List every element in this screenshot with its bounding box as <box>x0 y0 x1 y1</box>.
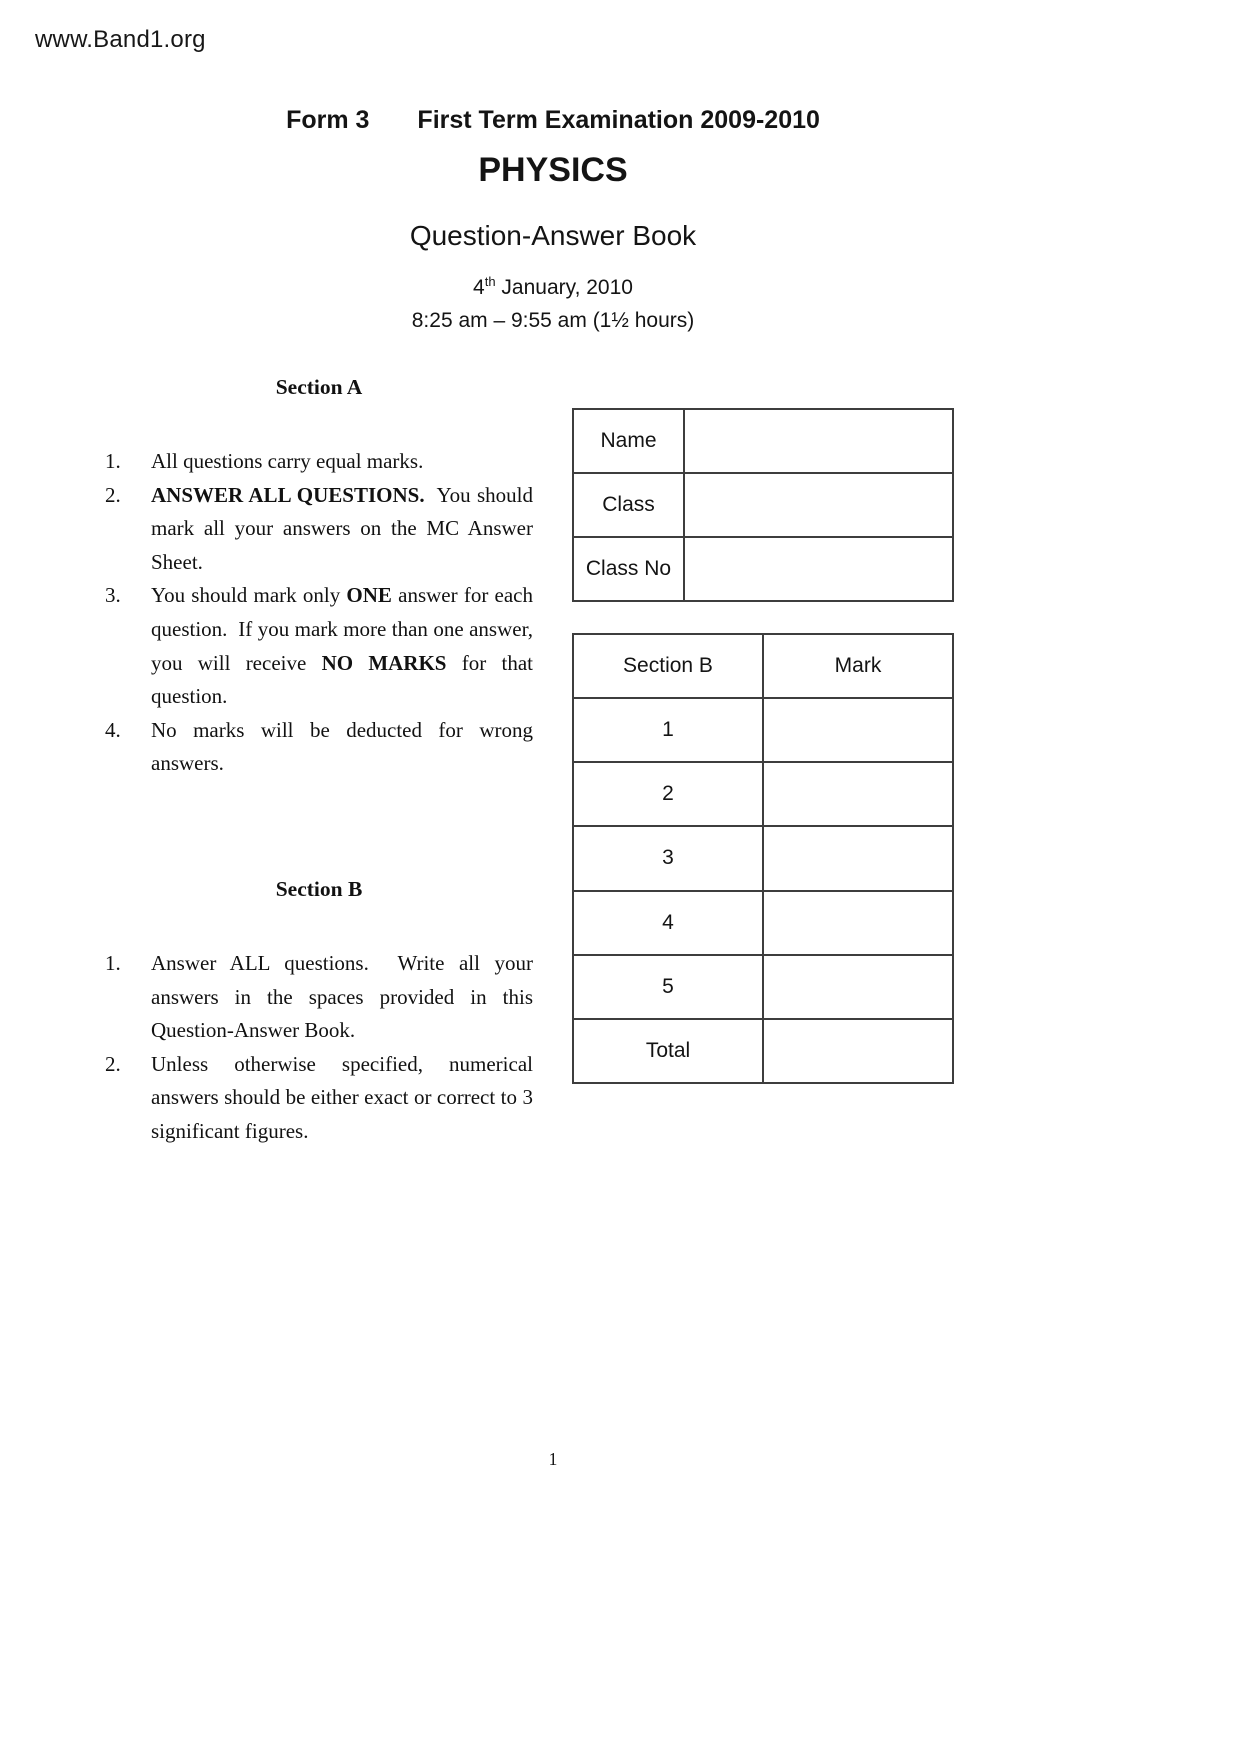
name-label-cell: Name <box>573 409 684 473</box>
question-number-cell: 4 <box>573 891 763 955</box>
section-b-heading: Section B <box>275 876 363 901</box>
total-mark-cell <box>763 1019 953 1083</box>
exam-time: 8:25 am – 9:55 am (1½ hours) <box>411 309 695 332</box>
table-row <box>573 826 953 890</box>
item-text: No marks will be deducted for wrong answers. <box>151 717 533 776</box>
name-value-cell <box>684 409 953 473</box>
section-a-instructions <box>105 445 533 781</box>
item-number: 4. <box>105 717 121 742</box>
mark-cell <box>763 955 953 1019</box>
item-text: Unless otherwise specified, numerical answers should be either exact or correct to 3 significant figures. <box>151 1051 533 1143</box>
marks-header-left: Section B <box>573 634 763 698</box>
item-text: You should mark only ONE answer for each question. If you mark more than one answer, you will receive NO MARKS for that question. <box>151 583 534 709</box>
question-number-cell: 3 <box>573 826 763 890</box>
date-ordinal: th <box>484 274 496 289</box>
table-row <box>573 409 953 473</box>
date-rest: January, 2010 <box>495 276 633 299</box>
table-row <box>573 698 953 762</box>
subject-title: PHYSICS <box>478 151 628 189</box>
table-row <box>573 473 953 537</box>
section-b-instructions <box>105 947 533 1149</box>
mark-cell <box>763 762 953 826</box>
marks-header-right: Mark <box>763 634 953 698</box>
list-item <box>105 479 533 580</box>
classno-value-cell <box>684 537 953 601</box>
student-info-table <box>572 408 954 602</box>
table-row <box>573 955 953 1019</box>
list-item <box>105 579 533 713</box>
item-text: ANSWER ALL QUESTIONS. You should mark all your answers on the MC Answer Sheet. <box>151 482 534 574</box>
classno-label-cell: Class No <box>573 537 684 601</box>
page-number: 1 <box>548 1449 558 1469</box>
question-number-cell: 5 <box>573 955 763 1019</box>
question-number-cell: 2 <box>573 762 763 826</box>
class-label-cell: Class <box>573 473 684 537</box>
table-row <box>573 1019 953 1083</box>
exam-date <box>0 274 1106 300</box>
class-value-cell <box>684 473 953 537</box>
date-day: 4 <box>473 276 485 299</box>
table-row <box>573 537 953 601</box>
item-number: 2. <box>105 1051 121 1076</box>
instructions-column <box>105 375 533 1149</box>
mark-cell <box>763 891 953 955</box>
table-row <box>573 891 953 955</box>
item-text: Answer ALL questions. Write all your answers in the spaces provided in this Question-Answer Book. <box>151 950 533 1043</box>
list-item <box>105 1048 533 1149</box>
section-a-heading: Section A <box>275 375 363 399</box>
list-item <box>105 445 533 479</box>
watermark-text: www.Band1.org <box>35 26 206 53</box>
table-header-row <box>573 634 953 698</box>
item-text: All questions carry equal marks. <box>151 449 424 473</box>
table-row <box>573 762 953 826</box>
marks-table <box>572 633 954 1084</box>
book-title: Question-Answer Book <box>409 220 697 251</box>
item-number: 1. <box>105 449 121 473</box>
exam-title: First Term Examination 2009-2010 <box>417 106 820 134</box>
question-number-cell: 1 <box>573 698 763 762</box>
item-number: 2. <box>105 482 121 507</box>
mark-cell <box>763 698 953 762</box>
total-label-cell: Total <box>573 1019 763 1083</box>
list-item <box>105 714 533 781</box>
list-item <box>105 947 533 1048</box>
form-level: Form 3 <box>286 106 370 134</box>
mark-cell <box>763 826 953 890</box>
item-number: 3. <box>105 583 121 608</box>
exam-title-line <box>0 106 1106 135</box>
item-number: 1. <box>105 950 121 975</box>
